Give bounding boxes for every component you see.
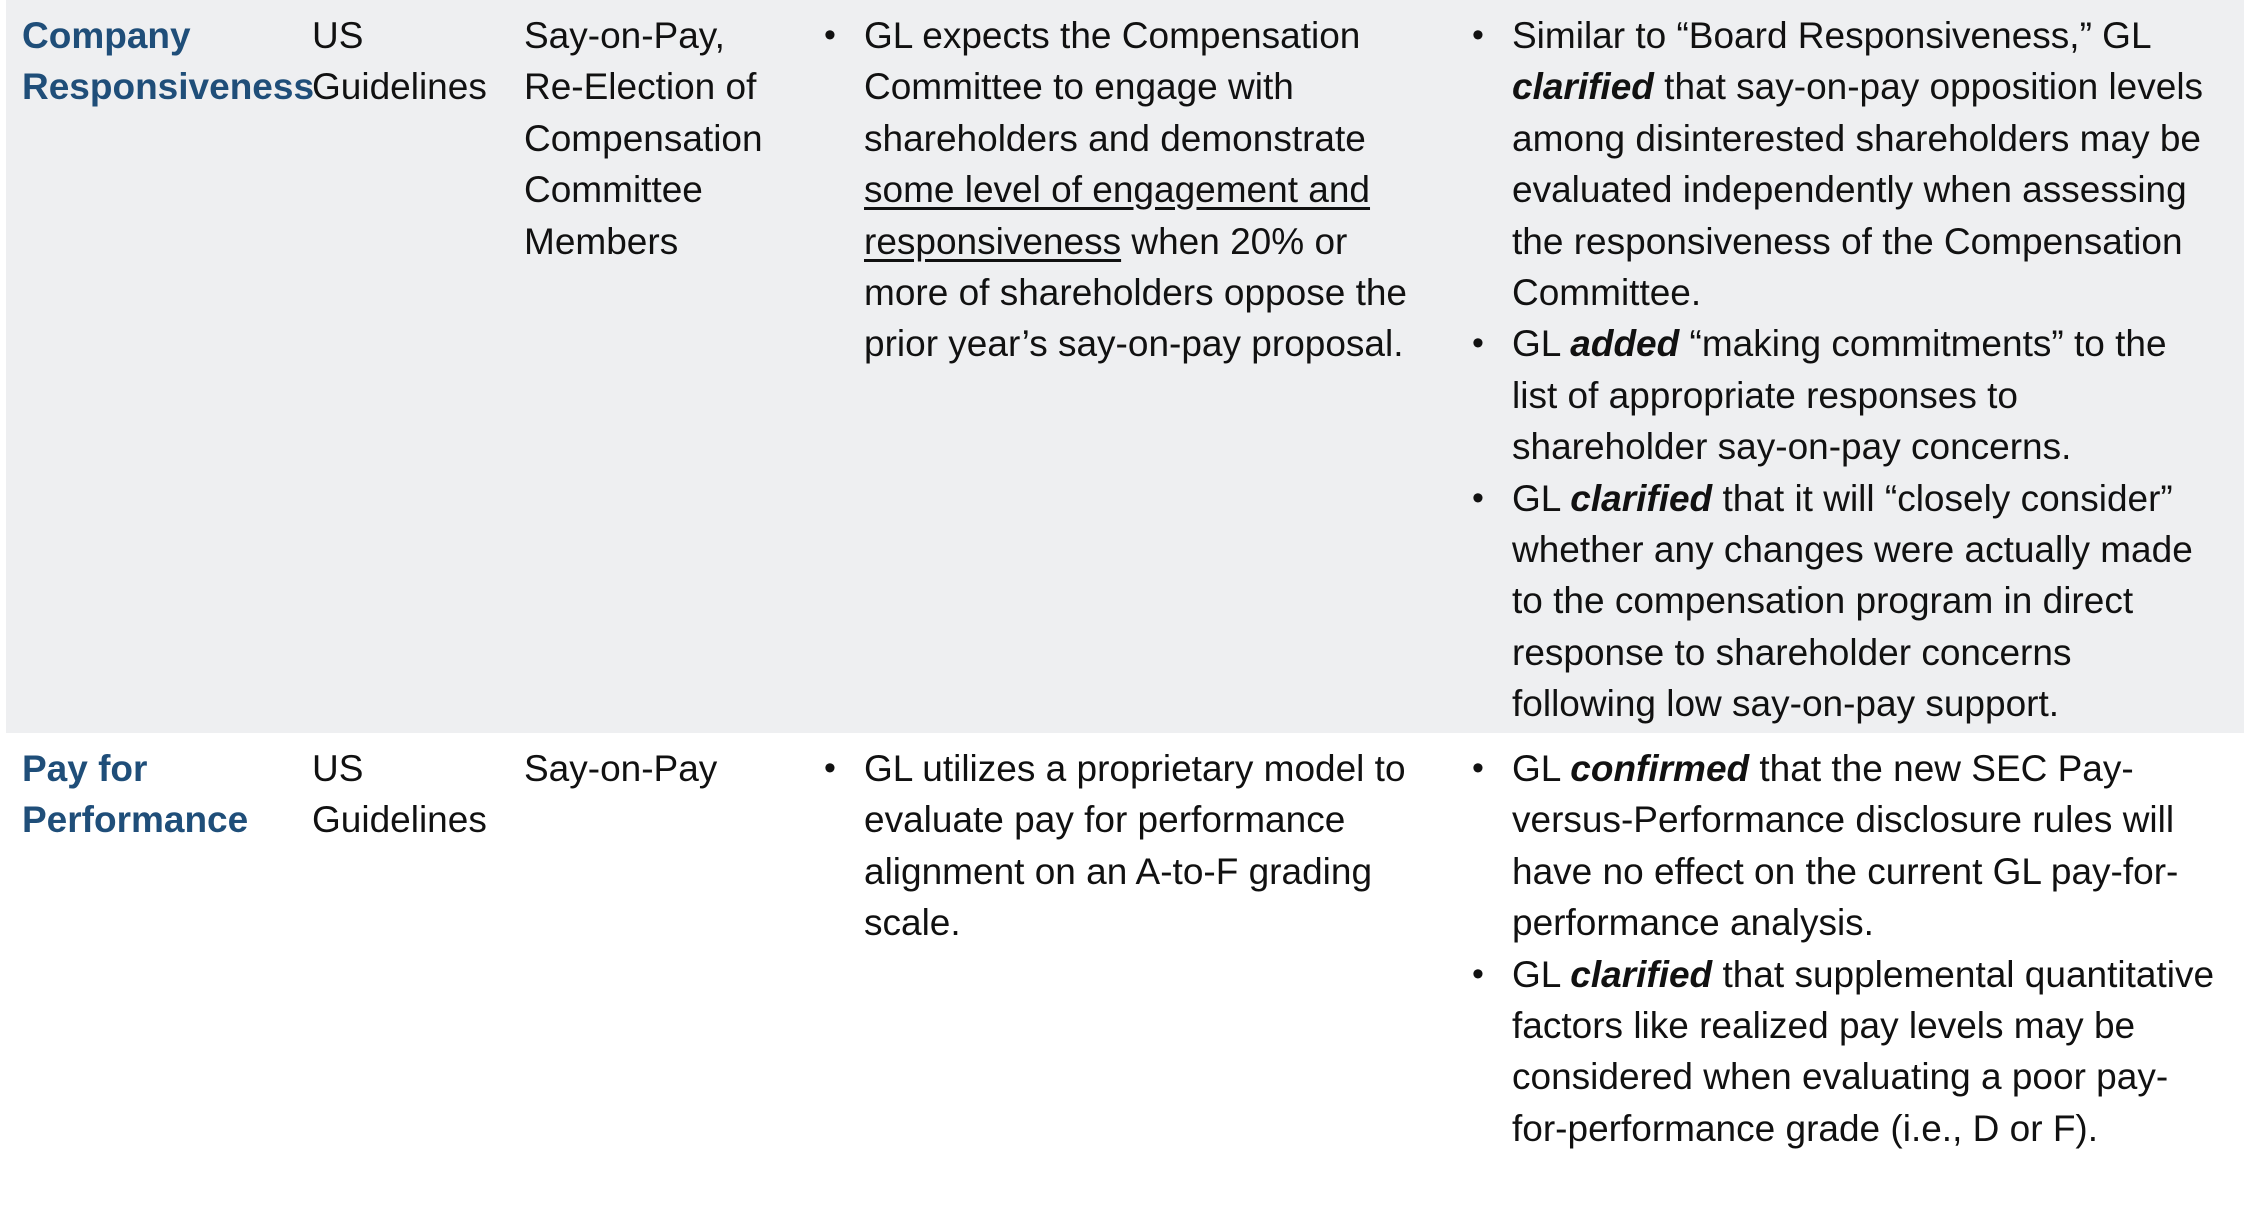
changes-cell (1472, 733, 2244, 1221)
source-cell (312, 733, 524, 1221)
changes-list (1472, 743, 2244, 1154)
topic-cell (6, 733, 312, 1221)
bullet-icon: • (824, 749, 836, 787)
items-cell (524, 0, 824, 733)
text-segment: Similar to “Board Responsiveness,” GL (1512, 15, 2151, 56)
text-segment: GL (1512, 477, 1571, 519)
changes-cell (1472, 0, 2244, 733)
topic-label: Company Responsiveness (22, 15, 315, 108)
list-item (824, 743, 1434, 949)
text-segment: when 20% or more of shareholders oppose the prior year’s say-on-pay proposal. (864, 220, 1408, 365)
list-item (1472, 949, 2222, 1155)
text-segment: GL (1512, 323, 1571, 365)
topic-label: Pay for Performance (22, 748, 249, 841)
text-segment: GL (1512, 953, 1571, 995)
text-segment: that supplemental quantitative factors like realized pay levels may be considered when evaluating a poor pay-for-performance grade (i.e., D or F). (1512, 953, 2215, 1149)
items-cell (524, 733, 824, 1221)
list-item (1472, 743, 2222, 949)
bullet-icon: • (824, 16, 836, 54)
text-segment: that say-on-pay opposition levels among disinterested shareholders may be evaluated independently when assessing the responsiveness of the Compensation Committee. (1512, 66, 2204, 314)
bullet-icon: • (1472, 749, 1484, 787)
bullet-icon: • (1472, 324, 1484, 363)
list-item (1472, 318, 2222, 472)
keyword: added (1570, 323, 1680, 365)
items-label: Say-on-Pay, Re-Election of Compensation Committee Members (524, 15, 763, 262)
text-segment: GL utilizes a proprietary model to evaluate pay for performance alignment on an A-to-F grading scale. (864, 748, 1406, 944)
bullet-icon: • (1472, 478, 1484, 517)
text-segment: that the new SEC Pay-versus-Performance disclosure rules will have no effect on the current GL pay-for-performance analysis. (1512, 748, 2179, 944)
list-item (1472, 10, 2222, 318)
bullet-icon: • (1472, 16, 1484, 54)
source-cell (312, 0, 524, 733)
text-segment: “making commitments” to the list of appropriate responses to shareholder say-on-pay concerns. (1512, 323, 2167, 468)
table-row (6, 733, 2244, 1221)
text-segment: GL (1512, 748, 1571, 789)
source-label: US Guidelines (312, 748, 487, 841)
current-policy-cell (824, 0, 1472, 733)
changes-list (1472, 10, 2244, 730)
current-policy-list (824, 10, 1472, 370)
topic-cell (6, 0, 315, 733)
keyword: clarified (1570, 953, 1713, 995)
keyword: clarified (1570, 477, 1713, 519)
keyword: confirmed (1570, 748, 1750, 789)
current-policy-cell (824, 733, 1472, 1221)
underlined-text: some level of engagement and responsiveness (864, 169, 1371, 262)
bullet-icon: • (1472, 954, 1484, 993)
text-segment: that it will “closely consider” whether any changes were actually made to the compensation program in direct response to shareholder concerns following low say-on-pay support. (1512, 477, 2193, 725)
table-row (6, 0, 2244, 733)
list-item (824, 10, 1434, 370)
keyword: clarified (1512, 66, 1654, 108)
items-label: Say-on-Pay (524, 748, 718, 789)
current-policy-list (824, 743, 1472, 949)
list-item (1472, 473, 2222, 730)
text-segment: GL expects the Compensation Committee to engage with shareholders and demonstrate (864, 15, 1366, 159)
source-label: US Guidelines (312, 15, 487, 108)
